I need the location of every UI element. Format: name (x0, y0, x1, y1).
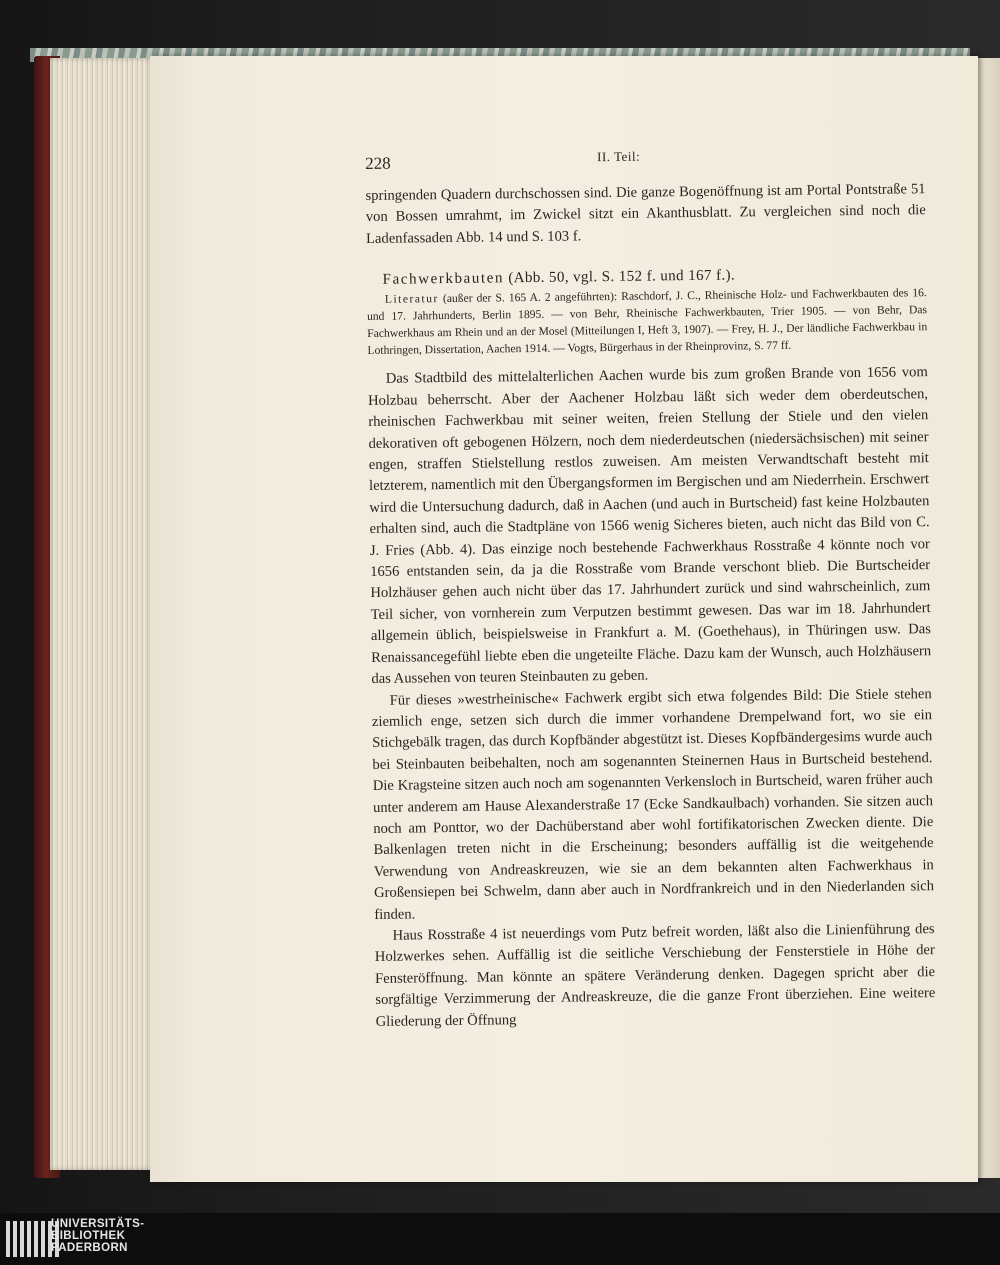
logo-line-2: BIBLIOTHEK (51, 1230, 126, 1242)
running-head: II. Teil: (597, 148, 641, 165)
section-title: Fachwerkbauten (382, 270, 505, 289)
page-content (365, 143, 936, 1033)
logo-line-3: PADERBORN (51, 1242, 128, 1254)
body-paragraph-2: Für dieses »westrheinische« Fachwerk ergibt sich etwa folgendes Bild: Die Stiele stehen ziemlich enge, setzen sich durch die immer vorhandene Drempelwand fort, wo sie ein Stichgebälk tragen, das durch Kopfbänder abgestützt ist. Dieses Kopfbändergesims wurde auch bei Steinbauten beibehalten, noch am sogenannten Steinernen Haus in Burtscheid bestehend. Die Kragsteine sitzen auch noch am sogenannten Verkensloch in Burtscheid, waren früher auch unter anderem am Hause Alexanderstraße 17 (Ecke Sandkaulbach) vorhanden. Sie sitzen auch noch am Ponttor, wo der Dachüberstand aber wohl fortifikatorischen Zwecken diente. Die Balkenlagen treten nicht in die Erscheinung; besonders auffällig ist die weitgehende Verwendung von Andreaskreuzen, wie sie an dem bekannten alten Fachwerkhaus in Großensiepen bei Schwelm, dann aber auch in Nordfrankreich und in den Niederlanden sich finden. (371, 685, 935, 923)
body-paragraph-3: Haus Rosstraße 4 ist neuerdings vom Putz befreit worden, läßt also die Linienführung des Holzwerkes sehen. Auffällig ist die seitliche Verschiebung der Fensterstiele in Höhe der Fensteröffnung. Man könnte an spätere Veränderung denken. Dagegen spricht aber die sorgfältige Verzimmerung der Andreaskreuze, die die ganze Front überziehen. Eine weitere Gliederung der Öffnung (374, 921, 936, 1030)
page-header (365, 143, 925, 186)
body-paragraph-1: Das Stadtbild des mittelalterlichen Aachen wurde bis zum großen Brande von 1656 vom Holzbau beherrscht. Aber der Aachener Holzbau läßt sich weder dem oberdeutschen, rheinischen Fachwerkbau mit seiner weiten, freien Stellung der Stiele und den vielen dekorativen oft gebogenen Hölzern, noch dem niederdeutschen (niedersächsischen) mit seiner engen, straffen Stielstellung restlos zuweisen. Am meisten Verwandtschaft besteht mit letzterem, namentlich mit den Übergangsformen im Bergischen und am Niederrhein. Erschwert wird die Untersuchung dadurch, daß in Aachen (und auch in Burtscheid) fast keine Holzbauten erhalten sind, auch die Stadtpläne von 1566 wenig Sicheres bieten, auch nicht das Bild von C. J. Fries (Abb. 4). Das einzige noch bestehende Fachwerkhaus Rosstraße 4 könnte noch vor 1656 entstanden sein, da ja die Rosstraße vom Brande verschont blieb. Die Burtscheider Holzhäuser gehen auch nicht über das 17. Jahrhundert zurück und sind wahrscheinlich, zum Teil sicher, von vornherein zum Verputzen bestimmt gewesen. Das war im 18. Jahrhundert allgemein üblich, beispielsweise in Frankfurt a. M. (Goethehaus), in Thüringen usw. Das Renaissancegefühl liebte eben die ungeteilte Fläche. Dazu kam der Wunsch, auch Holzhäusern das Aussehen von teuren Steinbauten zu geben. (367, 364, 932, 688)
intro-paragraph: springenden Quadern durchschossen sind. Die ganze Bogenöffnung ist am Portal Pontstraße 51 von Bossen umrahmt, im Zwickel sitzt ein Akanthusblatt. Zu vergleichen sind noch die Ladenfassaden Abb. 14 und S. 103 f. (365, 181, 926, 247)
library-footer (0, 1213, 1000, 1265)
literature-text: (außer der S. 165 A. 2 angeführten): Raschdorf, J. C., Rheinische Holz- und Fachwerkbauten des 16. und 17. Jahrhunderts, Berlin 1895. — von Behr, Rheinische Fachwerkbauten, Trier 1905. — von Behr, Das Fachwerkhaus am Rhein und an der Mosel (Mitteilungen I, Heft 3, 1907). — Frey, H. J., Der ländliche Fachwerkbau in Lothringen, Dissertation, Aachen 1914. — Vogts, Bürgerhaus in der Rheinprovinz, S. 77 ff. (366, 286, 928, 357)
section-title-reference: (Abb. 50, vgl. S. 152 f. und 167 f.). (508, 267, 736, 287)
library-logo-text (51, 1218, 144, 1254)
logo-line-1: UNIVERSITÄTS- (51, 1218, 145, 1230)
literature-note (367, 285, 928, 359)
literature-label: Literatur (384, 292, 439, 306)
page-number: 228 (365, 153, 391, 173)
